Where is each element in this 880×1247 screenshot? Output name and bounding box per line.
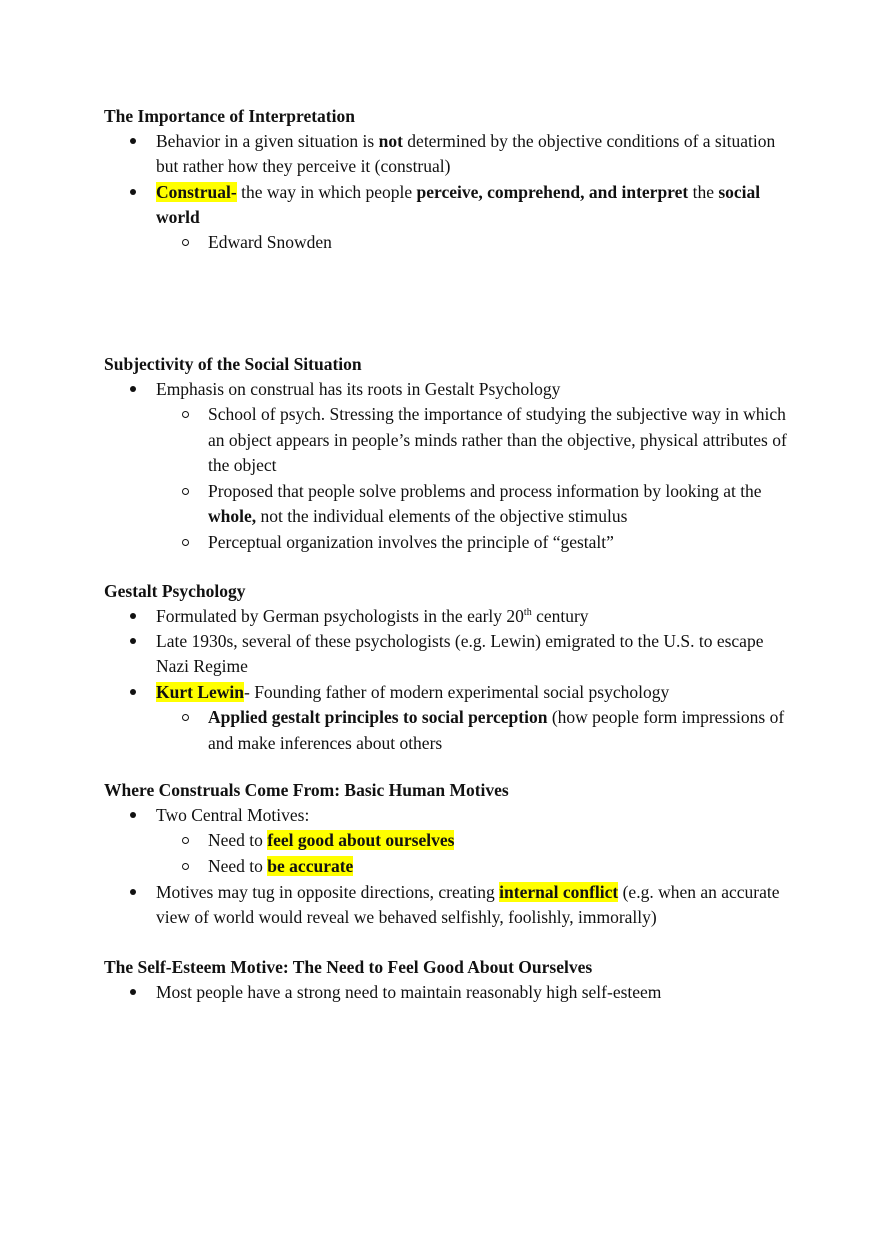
text: (e.g. when an accurate view of world would reveal we behaved selfishly, foolishly, immorally) (156, 882, 780, 927)
text: Need to (208, 855, 268, 876)
section-subjectivity (104, 352, 794, 555)
highlighted-term: feel good about ourselves (267, 830, 455, 850)
bullet-list (104, 604, 794, 756)
list-item (104, 129, 794, 179)
sub-list-item: School of psych. Stressing the importance of studying the subjective way in which an object appears in people’s minds rather than the objective, physical attributes of the object (104, 402, 794, 479)
highlighted-term: internal conflict (499, 882, 619, 902)
list-item: Most people have a strong need to maintain reasonably high self-esteem (104, 980, 794, 1005)
text: Motives may tug in opposite directions, creating (156, 882, 500, 902)
list-item: Late 1930s, several of these psychologists (e.g. Lewin) emigrated to the U.S. to escape Nazi Regime (104, 629, 794, 679)
text: Proposed that people solve problems and process information by looking at the (208, 480, 762, 501)
section-heading: Subjectivity of the Social Situation (104, 354, 362, 374)
bold-text: Applied gestalt principles to social perception (208, 707, 548, 727)
list-item (104, 680, 794, 705)
sub-list-item (104, 705, 794, 756)
superscript: th (523, 607, 532, 619)
list-item: Emphasis on construal has its roots in Gestalt Psychology (104, 377, 794, 402)
sub-list-item: Perceptual organization involves the principle of “gestalt” (104, 530, 794, 556)
bold-text: perceive, comprehend, and interpret (416, 182, 689, 202)
highlighted-term: Kurt Lewin (156, 682, 244, 702)
bold-text: social world (156, 182, 761, 227)
section-where-construals-come-from (104, 778, 794, 930)
sub-list-item: Edward Snowden (104, 230, 794, 256)
section-gestalt-psychology (104, 579, 794, 756)
text: the way in which people (236, 182, 417, 202)
sub-list-item (104, 479, 794, 530)
list-item: Two Central Motives: (104, 803, 794, 828)
section-heading: Where Construals Come From: Basic Human Motives (104, 780, 509, 800)
bullet-list (104, 129, 794, 256)
highlighted-term: be accurate (267, 855, 354, 876)
section-heading: The Self-Esteem Motive: The Need to Feel Good About Ourselves (104, 957, 593, 977)
text: Formulated by German psychologists in the early 20 (156, 606, 524, 626)
text: the (688, 182, 719, 202)
bullet-list (104, 980, 794, 1005)
text: Need to (208, 830, 268, 850)
section-importance-of-interpretation (104, 104, 794, 256)
bullet-list (104, 803, 794, 930)
list-item (104, 180, 794, 230)
text: - Founding father of modern experimental social psychology (244, 682, 670, 702)
text: century (531, 606, 589, 626)
sub-list-item (104, 854, 794, 880)
section-self-esteem-motive (104, 955, 794, 1005)
bold-text: not (378, 131, 403, 151)
bold-text: whole, (208, 506, 257, 526)
section-heading: The Importance of Interpretation (104, 106, 355, 126)
list-item (104, 604, 794, 629)
bullet-list (104, 377, 794, 555)
highlighted-term: Construal- (156, 182, 237, 202)
sub-list-item (104, 828, 794, 854)
text: not the individual elements of the objective stimulus (256, 506, 628, 526)
text: Behavior in a given situation is (156, 131, 379, 151)
list-item (104, 880, 794, 930)
text: (how people form impressions of and make inferences about others (208, 707, 785, 753)
text: determined by the objective conditions of a situation but rather how they perceive it (construal) (156, 131, 776, 176)
section-heading: Gestalt Psychology (104, 581, 246, 601)
